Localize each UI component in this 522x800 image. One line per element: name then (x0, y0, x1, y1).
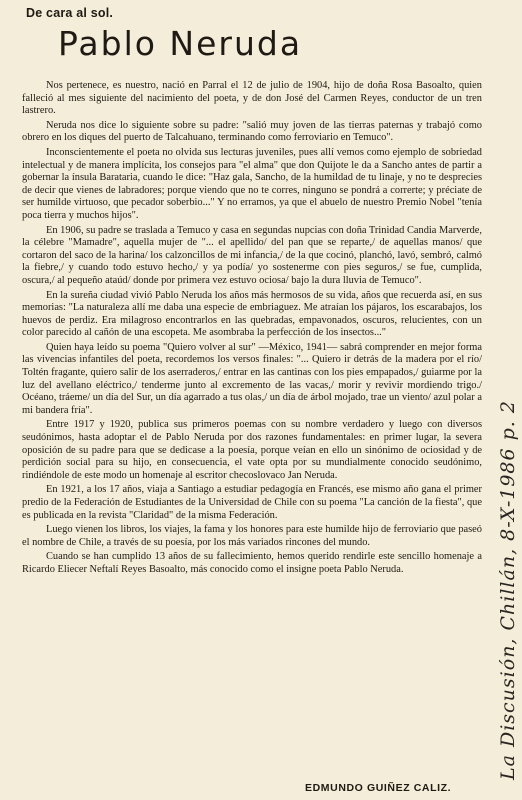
paragraph: Neruda nos dice lo siguiente sobre su padre: "salió muy joven de las tierras paternas y trabajó como obrero en los diques del puerto de Talcahuano, terminando como ferroviario en Temuco". (22, 119, 482, 144)
author-signature: EDMUNDO GUIÑEZ CALIZ. (305, 782, 452, 794)
column-kicker: De cara al sol. (26, 6, 114, 20)
handwritten-source-note: La Discusión, Chillán, 8-X-1986 p. 2 (497, 400, 519, 780)
paragraph: Luego vienen los libros, los viajes, la fama y los honores para este humilde hijo de ferroviario que paseó el nombre de Chile, a través de su poesía, por los más variados rincones del mundo. (22, 524, 482, 548)
paragraph: Inconscientemente el poeta no olvida sus lecturas juveniles, pues allí vemos como ejemplo de sobriedad intelectual y de manera implícita, los consejos para "el alma" que don Quijote le da a Sancho antes de partir a gobernar la ínsula Barataria, cuando le dice: "Haz gala, Sancho, de la humildad de tu linaje, y no te desprecies de decir que vienes de labradores; porque viendo que no te corres, ninguno se pondrá a correrte; y préciate de ser humilde virtuoso, que pecador soberbio..." Y no erramos, ya que el abuelo de nuestro Premio Nobel "tenía poca tierra y muchos hijos". (22, 146, 482, 221)
paragraph: En 1921, a los 17 años, viaja a Santiago a estudiar pedagogía en Francés, ese mismo año gana el primer predio de la Federación de Estudiantes de la Universidad de Chile con su poema "La canción de la fiesta", que es publicada en la revista "Claridad" de la misma Federación. (22, 484, 482, 521)
article-body (22, 80, 482, 770)
article-title: Pablo Neruda (58, 24, 303, 63)
paragraph: Quien haya leído su poema "Quiero volver al sur" —México, 1941— sabrá comprender en mejor forma las vivencias infantiles del poeta, recordemos los versos finales: "... Quiero ir detrás de la madera por el río/ Toltén fragante, quiero salir de los aserraderos,/ entrar en las cantinas con los pies empapados,/ guiarme por la luz del avellano eléctrico,/ tenderme junto al excremento de las vacas,/ morir y revivir mordiendo trigo./ Océano, tráeme/ un día del Sur, un día agarrado a tus olas,/ un día de árbol mojado, trae un viento/ azul polar a mi bandera fría". (22, 341, 482, 416)
paragraph: Cuando se han cumplido 13 años de su fallecimiento, hemos querido rendirle este sencillo homenaje a Ricardo Eliecer Neftalí Reyes Basoalto, más conocido como el insigne poeta Pablo Neruda. (22, 551, 482, 575)
paragraph: Nos pertenece, es nuestro, nació en Parral el 12 de julio de 1904, hijo de doña Rosa Basoalto, quien falleció al mes siguiente del nacimiento del poeta, y de don José del Carmen Reyes, conductor de un tren lastrero. (22, 80, 482, 117)
paragraph: Entre 1917 y 1920, publica sus primeros poemas con su nombre verdadero y luego con diversos seudónimos, hasta adoptar el de Pablo Neruda por dos razones fundamentales: en primer lugar, la severa oposición de su padre para que se dedicase a la poesía, porque veían en ello un sinónimo de ociosidad y de perdición social para su hijo, en consecuencia, el vate opta por su mundialmente conocido seudónimo, rindiéndole de este modo un homenaje al escritor checoslovaco Jan Neruda. (22, 419, 482, 481)
paragraph: En 1906, su padre se traslada a Temuco y casa en segundas nupcias con doña Trinidad Candia Marverde, la célebre "Mamadre", aquella mujer de "... el apellido/ del pan que se reparte,/ de aquellas manos/ que cortaron del saco de la harina/ los calzoncillos de mi infancia,/ de la que cocinó, planchó, lavó, sembró, calmó la fiebre,/ y cuando todo estuvo hecho,/ y ya podía/ yo sostenerme con pies seguros,/ se fue, cumplida, oscura,/ al pequeño ataúd/ donde por primera vez estuvo ociosa/ bajo la dura lluvia de Temuco". (22, 224, 482, 286)
paragraph: En la sureña ciudad vivió Pablo Neruda los años más hermosos de su vida, años que recuerda así, en sus memorias: "La naturaleza allí me daba una especie de embriaguez. Me atraían los pájaros, los escarabajos, los huevos de perdiz. Era milagroso encontrarlos en las quebradas, empavonados, oscuros, relucientes, con un color parecido al cañón de una escopeta. Me asombraba la perfección de los insectos..." (22, 289, 482, 339)
